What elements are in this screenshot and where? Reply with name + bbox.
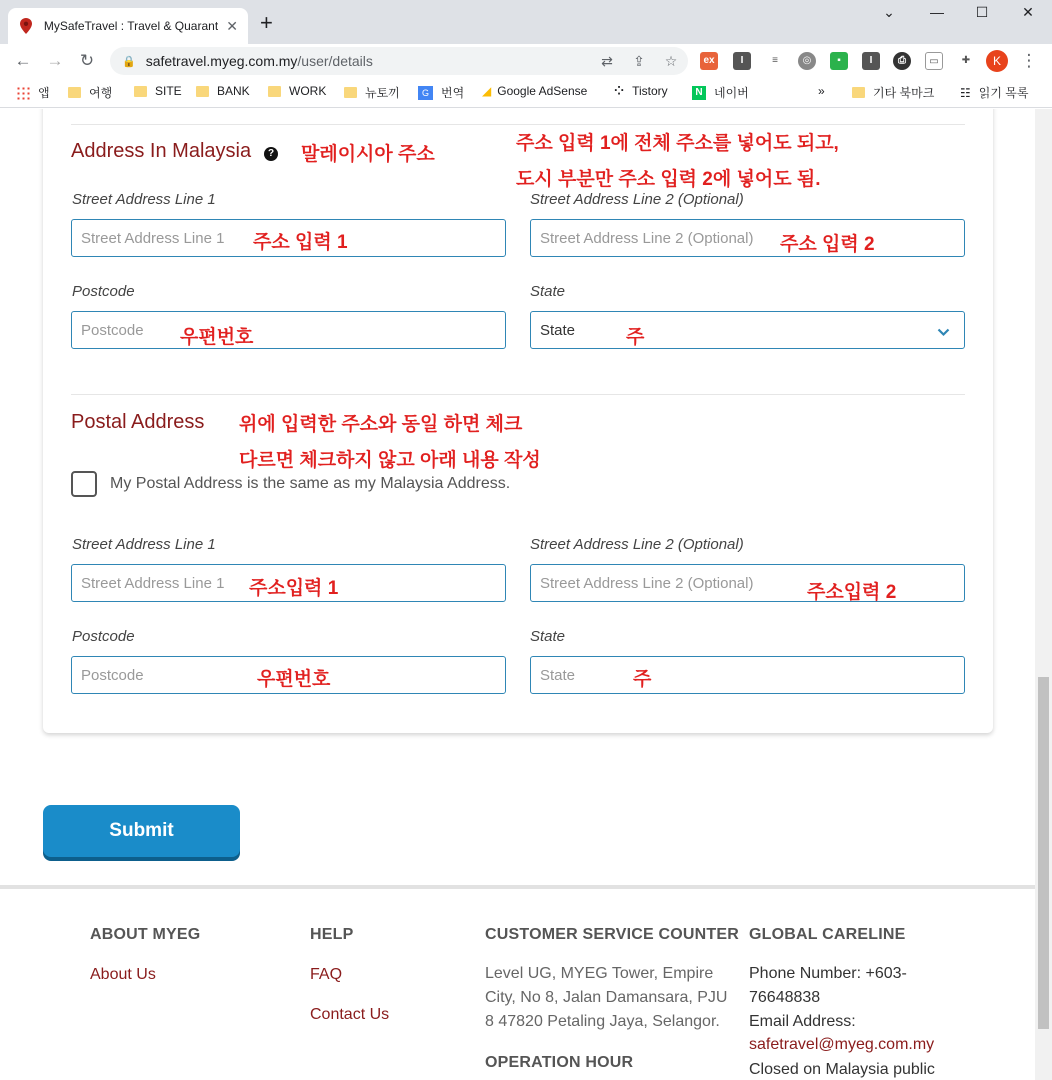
folder-icon xyxy=(68,87,81,98)
puzzle-extensions-icon[interactable]: ✚ xyxy=(957,52,975,70)
postal-state-input[interactable]: State xyxy=(530,656,965,694)
annotation-m-street2: 주소 입력 2 xyxy=(780,234,875,255)
bookmark-folder-work[interactable]: WORK xyxy=(268,84,326,98)
scrollbar-thumb[interactable] xyxy=(1038,677,1049,1029)
google-translate-icon: G xyxy=(418,86,433,100)
tab-search-chevron-icon[interactable]: ⌄ xyxy=(883,4,895,20)
apps-grid-icon xyxy=(16,86,30,100)
forward-arrow-icon[interactable]: → xyxy=(46,51,64,70)
annotation-postal-line2: 다르면 체크하지 않고 아래 내용 작성 xyxy=(239,450,541,471)
url-text: safetravel.myeg.com.my/user/details xyxy=(145,53,373,69)
translate-icon[interactable]: ⇄ xyxy=(601,53,613,69)
bookmark-star-icon[interactable]: ☆ xyxy=(664,53,678,69)
footer-help-title: HELP xyxy=(310,926,354,943)
bookmark-folder-bank[interactable]: BANK xyxy=(196,84,250,98)
bookmark-translate[interactable]: G 번역 xyxy=(418,84,464,101)
postal-street2-input[interactable]: Street Address Line 2 (Optional) xyxy=(530,564,965,602)
malaysia-postcode-input[interactable]: Postcode xyxy=(71,311,506,349)
bookmark-other[interactable]: 기타 북마크 xyxy=(852,84,934,101)
footer-counter-address-2: City, No 8, Jalan Damansara, PJU xyxy=(485,989,728,1006)
footer-operation-title: OPERATION HOUR xyxy=(485,1054,634,1071)
footer-counter-address-1: Level UG, MYEG Tower, Empire xyxy=(485,965,714,982)
annotation-postal-line1: 위에 입력한 주소와 동일 하면 체크 xyxy=(239,414,523,435)
i-extension-icon[interactable]: I xyxy=(733,52,751,70)
green-extension-icon[interactable]: ▪ xyxy=(830,52,848,70)
submit-button[interactable]: Submit xyxy=(43,805,240,857)
street2-label: Street Address Line 2 (Optional) xyxy=(530,191,744,208)
footer-about-link[interactable]: About Us xyxy=(90,966,156,983)
bookmark-folder-travel[interactable]: 여행 xyxy=(68,84,112,101)
bookmark-apps[interactable]: 앱 xyxy=(16,84,50,101)
window-close-icon[interactable]: ✕ xyxy=(1022,4,1034,20)
postal-state-label: State xyxy=(530,628,566,645)
footer-email-label: Email Address: xyxy=(749,1013,856,1030)
annotation-m-state: 주 xyxy=(626,327,645,348)
share-icon[interactable]: ⇪ xyxy=(633,53,645,69)
bookmark-tistory[interactable]: ⁘ Tistory xyxy=(614,84,668,98)
footer-faq-link[interactable]: FAQ xyxy=(310,966,343,983)
profile-avatar[interactable]: K xyxy=(986,50,1008,72)
bookmark-naver[interactable]: N 네이버 xyxy=(692,84,749,101)
annotation-p-postcode: 우편번호 xyxy=(257,669,331,690)
question-help-icon[interactable]: ? xyxy=(264,147,278,161)
same-address-label[interactable]: My Postal Address is the same as my Malaysia Address. xyxy=(110,475,511,492)
footer-about-title: ABOUT MYEG xyxy=(90,926,201,943)
footer-closed-note: Closed on Malaysia public xyxy=(749,1061,935,1078)
chevron-down-icon xyxy=(937,324,950,340)
address-form-card xyxy=(43,109,993,733)
i2-extension-icon[interactable]: I xyxy=(862,52,880,70)
malaysia-street1-input[interactable]: Street Address Line 1 xyxy=(71,219,506,257)
malaysia-street2-input[interactable]: Street Address Line 2 (Optional) xyxy=(530,219,965,257)
browser-tab-strip xyxy=(0,0,1052,44)
postal-address-title: Postal Address xyxy=(71,411,205,433)
page-scrollbar[interactable] xyxy=(1035,109,1052,1080)
film-extension-icon[interactable]: ◎ xyxy=(798,52,816,70)
bookmark-folder-site[interactable]: SITE xyxy=(134,84,182,98)
new-tab-icon[interactable]: + xyxy=(260,10,273,35)
browser-tab[interactable] xyxy=(8,8,248,44)
state-label: State xyxy=(530,283,566,300)
divider xyxy=(71,124,965,125)
folder-icon xyxy=(344,87,357,98)
folder-icon xyxy=(196,86,209,97)
malaysia-state-select[interactable]: State xyxy=(530,311,965,349)
reading-list-icon: ☷ xyxy=(960,85,971,100)
postal-street1-label: Street Address Line 1 xyxy=(72,536,216,553)
list-extension-icon[interactable]: ≡ xyxy=(766,52,784,70)
annotation-hint-line1: 주소 입력 1에 전체 주소를 넣어도 되고, xyxy=(516,133,839,154)
postal-street2-label: Street Address Line 2 (Optional) xyxy=(530,536,744,553)
tab-title: MySafeTravel : Travel & Quarant xyxy=(43,19,219,33)
printer-extension-icon[interactable]: ⎙ xyxy=(893,52,911,70)
reload-icon[interactable]: ↻ xyxy=(79,51,95,70)
annotation-m-street1: 주소 입력 1 xyxy=(253,232,348,253)
annotation-p-state: 주 xyxy=(633,669,652,690)
folder-icon xyxy=(134,86,147,97)
minimize-icon[interactable]: — xyxy=(930,4,944,20)
address-bar[interactable] xyxy=(110,47,688,75)
footer-email-link[interactable]: safetravel@myeg.com.my xyxy=(749,1036,935,1053)
annotation-m-postcode: 우편번호 xyxy=(180,327,254,348)
divider xyxy=(71,394,965,395)
address-malaysia-title: Address In Malaysia xyxy=(71,140,252,162)
reading-list[interactable]: ☷ 읽기 목록 xyxy=(960,85,1029,100)
tistory-icon: ⁘ xyxy=(614,84,625,98)
bookmark-folder-newtoki[interactable]: 뉴토끼 xyxy=(344,84,400,101)
browser-toolbar xyxy=(0,44,1052,78)
window-extension-icon[interactable]: ▭ xyxy=(925,52,943,70)
folder-icon xyxy=(852,87,865,98)
annotation-malaysia-title: 말레이시아 주소 xyxy=(301,144,435,165)
tab-close-icon[interactable]: ✕ xyxy=(226,17,238,34)
site-footer xyxy=(0,885,1035,1080)
back-arrow-icon[interactable]: ← xyxy=(14,51,32,70)
footer-phone-2: 76648838 xyxy=(749,989,821,1006)
footer-careline-title: GLOBAL CARELINE xyxy=(749,926,906,943)
folder-icon xyxy=(268,86,281,97)
lock-icon: 🔒 xyxy=(122,55,136,68)
footer-counter-address-3: 8 47820 Petaling Jaya, Selangor. xyxy=(485,1013,720,1030)
page-viewport xyxy=(0,109,1052,1080)
bookmarks-bar xyxy=(0,78,1052,108)
postcode-label: Postcode xyxy=(72,283,135,300)
footer-phone-1: Phone Number: +603- xyxy=(749,965,907,982)
footer-counter-title: CUSTOMER SERVICE COUNTER xyxy=(485,926,740,943)
street1-label: Street Address Line 1 xyxy=(72,191,216,208)
postal-postcode-input[interactable]: Postcode xyxy=(71,656,506,694)
annotation-p-street1: 주소입력 1 xyxy=(249,578,339,599)
annotation-p-street2: 주소입력 2 xyxy=(807,582,897,603)
footer-contact-link[interactable]: Contact Us xyxy=(310,1006,390,1023)
postal-postcode-label: Postcode xyxy=(72,628,135,645)
bookmark-adsense[interactable]: ◢ Google AdSense xyxy=(482,84,588,98)
bookmarks-overflow-icon[interactable]: » xyxy=(818,84,825,98)
postal-street1-input[interactable]: Street Address Line 1 xyxy=(71,564,506,602)
ex-extension-icon[interactable]: ex xyxy=(700,52,718,70)
map-pin-favicon-icon xyxy=(18,18,34,34)
naver-icon: N xyxy=(692,86,706,100)
menu-kebab-icon[interactable]: ⋮ xyxy=(1020,51,1038,70)
adsense-icon: ◢ xyxy=(482,84,492,98)
annotation-hint-line2: 도시 부분만 주소 입력 2에 넣어도 됨. xyxy=(516,169,821,190)
same-address-checkbox[interactable] xyxy=(71,471,97,497)
maximize-icon[interactable]: ☐ xyxy=(975,4,989,20)
